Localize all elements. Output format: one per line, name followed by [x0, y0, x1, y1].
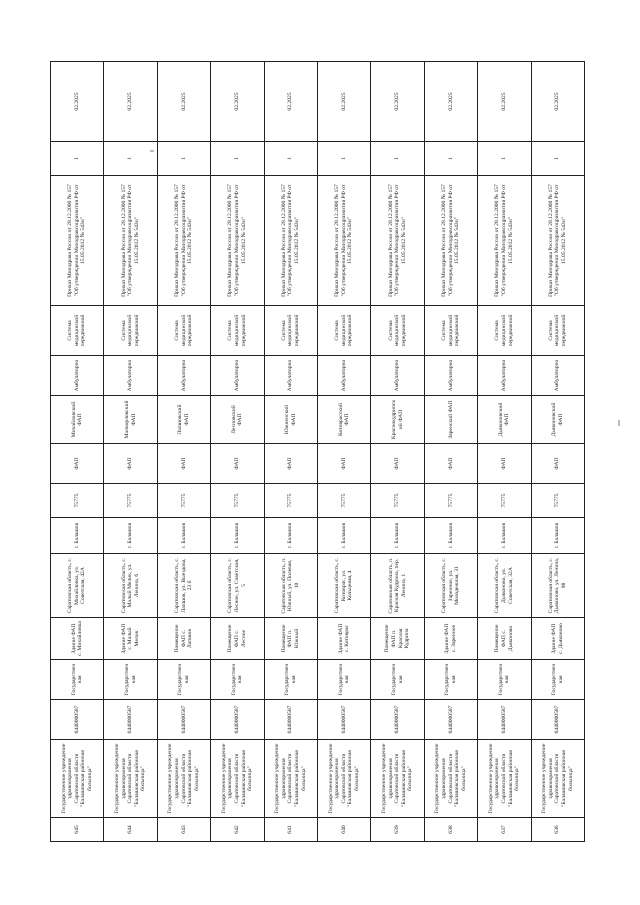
cell-building: Помещение ФАП с. Лесное [211, 618, 264, 660]
cell-service: Амбулаторно [424, 356, 477, 396]
cell-equipment: Система медицинской передвижной [211, 306, 264, 356]
cell-order: Приказ Минздрава России от 28.12.2000 № 157 "Об утверждении Минздравсоцразвития РФ от 15.05.2012 № 543н" [478, 176, 531, 306]
cell-equipment: Система медицинской передвижной [51, 306, 104, 356]
cell-city: г. Балашов [51, 518, 104, 554]
cell-name: Котоврасский ФАП [317, 396, 370, 444]
cell-count: 1 [371, 142, 424, 176]
cell-org: Государственное учреждение здравоохранения Саратовской области "Балашовская районная больница" [531, 740, 584, 818]
cell-ownership: Государственная [531, 660, 584, 700]
cell-order: Приказ Минздрава России от 28.12.2000 № 157 "Об утверждении Минздравсоцразвития РФ от 15.05.2012 № 543н" [317, 176, 370, 306]
cell-city: г. Балашов [264, 518, 317, 554]
cell-city: г. Балашов [371, 518, 424, 554]
cell-code1: 75775 [211, 484, 264, 518]
cell-equipment: Система медицинской передвижной [531, 306, 584, 356]
cell-service: Амбулаторно [371, 356, 424, 396]
cell-order: Приказ Минздрава России от 28.12.2000 № 157 "Об утверждении Минздравсоцразвития РФ от 15.05.2012 № 543н" [104, 176, 157, 306]
cell-equipment: Система медицинской передвижной [104, 306, 157, 356]
cell-count: 1 [104, 142, 157, 176]
cell-ownership: Государственная [317, 660, 370, 700]
cell-equipment: Система медицинской передвижной [478, 306, 531, 356]
cell-id: 644 [104, 818, 157, 842]
cell-building: Помещение ФАП п. Южный [264, 618, 317, 660]
cell-count: 1 [531, 142, 584, 176]
cell-count: 1 [424, 142, 477, 176]
cell-type: ФАП [424, 444, 477, 484]
cell-ownership: Государственная [371, 660, 424, 700]
registry-table [50, 61, 585, 842]
cell-ownership: Государственная [51, 660, 104, 700]
cell-type: ФАП [157, 444, 210, 484]
table-row [104, 62, 157, 842]
scan-mark-side [618, 420, 620, 426]
cell-building: Здание ФАП с. Малый Мелик [104, 618, 157, 660]
cell-building: Здание ФАП с. Заренное [424, 618, 477, 660]
cell-code1: 75775 [531, 484, 584, 518]
table-row [317, 62, 370, 842]
cell-order: Приказ Минздрава России от 28.12.2000 № 157 "Об утверждении Минздравсоцразвития РФ от 15.05.2012 № 543н" [211, 176, 264, 306]
cell-name: Дьяконовский ФАП [478, 396, 531, 444]
cell-inn: 6440000587 [317, 700, 370, 740]
cell-order: Приказ Минздрава России от 28.12.2000 № 157 "Об утверждении Минздравсоцразвития РФ от 15.05.2012 № 543н" [371, 176, 424, 306]
cell-date: 02.2025 [317, 62, 370, 142]
cell-type: ФАП [211, 444, 264, 484]
cell-inn: 6440000587 [371, 700, 424, 740]
cell-inn: 6440000587 [51, 700, 104, 740]
cell-building: Здание ФАП с. Дьяконово [531, 618, 584, 660]
cell-city: г. Балашов [531, 518, 584, 554]
cell-city: г. Балашов [104, 518, 157, 554]
cell-date: 02.2025 [51, 62, 104, 142]
cell-date: 02.2025 [424, 62, 477, 142]
cell-order: Приказ Минздрава России от 28.12.2000 № 157 "Об утверждении Минздравсоцразвития РФ от 15.05.2012 № 543н" [531, 176, 584, 306]
cell-equipment: Система медицинской передвижной [264, 306, 317, 356]
cell-date: 02.2025 [157, 62, 210, 142]
cell-ownership: Государственная [478, 660, 531, 700]
cell-inn: 6440000587 [157, 700, 210, 740]
cell-type: ФАП [531, 444, 584, 484]
cell-name: Заренский ФАП [424, 396, 477, 444]
cell-service: Амбулаторно [211, 356, 264, 396]
cell-count: 1 [317, 142, 370, 176]
cell-date: 02.2025 [264, 62, 317, 142]
cell-id: 637 [478, 818, 531, 842]
cell-code1: 75775 [317, 484, 370, 518]
cell-address: Саратовская область, с. Дьяконово, ул. Советская, 32А [478, 554, 531, 618]
cell-building: Помещение ФАП с. Лапшов [157, 618, 210, 660]
cell-city: г. Балашов [478, 518, 531, 554]
cell-city: г. Балашов [157, 518, 210, 554]
cell-code1: 75775 [51, 484, 104, 518]
table-row [157, 62, 210, 842]
cell-org: Государственное учреждение здравоохранения Саратовской области "Балашовская районная больница" [264, 740, 317, 818]
cell-city: г. Балашов [424, 518, 477, 554]
cell-building: Помещение ФАП п. Красная Кудрина [371, 618, 424, 660]
cell-id: 636 [531, 818, 584, 842]
cell-org: Государственное учреждение здравоохранения Саратовской области "Балашовская районная больница" [371, 740, 424, 818]
cell-address: Саратовская область, п. Красная Кудрина, пер. Ленина, 1 [371, 554, 424, 618]
cell-type: ФАП [371, 444, 424, 484]
cell-name: Южненский ФАП [264, 396, 317, 444]
cell-name: Лесновский ФАП [211, 396, 264, 444]
cell-building: Помещение ФАП с. Дьяконово [478, 618, 531, 660]
cell-code1: 75775 [424, 484, 477, 518]
table-row [478, 62, 531, 842]
cell-inn: 6440000587 [531, 700, 584, 740]
cell-inn: 6440000587 [211, 700, 264, 740]
cell-org: Государственное учреждение здравоохранения Саратовской области "Балашовская районная больница" [157, 740, 210, 818]
cell-address: Саратовская область, с. Дьяконово, ул. Ленина, 98 [531, 554, 584, 618]
cell-name: Дьяконовский ФАП [531, 396, 584, 444]
cell-service: Амбулаторно [264, 356, 317, 396]
cell-date: 02.2025 [531, 62, 584, 142]
table-row [51, 62, 104, 842]
cell-code1: 75775 [371, 484, 424, 518]
cell-name: Малоорловский ФАП [104, 396, 157, 444]
rotated-page [50, 62, 585, 842]
cell-id: 638 [424, 818, 477, 842]
cell-date: 02.2025 [104, 62, 157, 142]
cell-name: Михайловский ФАП [51, 396, 104, 444]
cell-code1: 75775 [264, 484, 317, 518]
cell-org: Государственное учреждение здравоохранения Саратовской области "Балашовская районная больница" [478, 740, 531, 818]
cell-address: Саратовская область, с. Лесное, ул. Советская, 5 [211, 554, 264, 618]
table-row [211, 62, 264, 842]
cell-inn: 6440000587 [264, 700, 317, 740]
cell-service: Амбулаторно [157, 356, 210, 396]
cell-id: 642 [211, 818, 264, 842]
cell-name: Лапшовский ФАП [157, 396, 210, 444]
cell-service: Амбулаторно [531, 356, 584, 396]
cell-city: г. Балашов [317, 518, 370, 554]
cell-address: Саратовская область, п. Южный, ул. Полевая, 10 [264, 554, 317, 618]
cell-equipment: Система медицинской передвижной [317, 306, 370, 356]
cell-id: 639 [371, 818, 424, 842]
cell-service: Амбулаторно [104, 356, 157, 396]
cell-count: 1 [157, 142, 210, 176]
cell-address: Саратовская область, с. Котоврас, ул. Кольцевая, 4 [317, 554, 370, 618]
cell-building: Здание ФАП с. Котоврас [317, 618, 370, 660]
cell-inn: 6440000587 [424, 700, 477, 740]
table-row [424, 62, 477, 842]
cell-name: Краснокудринский ФАП [371, 396, 424, 444]
cell-type: ФАП [478, 444, 531, 484]
cell-inn: 6440000587 [104, 700, 157, 740]
cell-equipment: Система медицинской передвижной [371, 306, 424, 356]
cell-type: ФАП [104, 444, 157, 484]
cell-order: Приказ Минздрава России от 28.12.2000 № 157 "Об утверждении Минздравсоцразвития РФ от 15.05.2012 № 543н" [264, 176, 317, 306]
cell-date: 02.2025 [371, 62, 424, 142]
table-row [371, 62, 424, 842]
cell-id: 645 [51, 818, 104, 842]
cell-date: 02.2025 [211, 62, 264, 142]
cell-org: Государственное учреждение здравоохранения Саратовской области "Балашовская районная больница" [104, 740, 157, 818]
cell-org: Государственное учреждение здравоохранения Саратовской области "Балашовская районная больница" [424, 740, 477, 818]
cell-inn: 6440000587 [478, 700, 531, 740]
cell-code1: 75775 [157, 484, 210, 518]
cell-org: Государственное учреждение здравоохранения Саратовской области "Балашовская районная больница" [317, 740, 370, 818]
cell-ownership: Государственная [424, 660, 477, 700]
cell-service: Амбулаторно [478, 356, 531, 396]
cell-code1: 75775 [104, 484, 157, 518]
cell-count: 1 [264, 142, 317, 176]
cell-service: Амбулаторно [51, 356, 104, 396]
cell-address: Саратовская область, с. Михайловка, ул. Советская, 42А [51, 554, 104, 618]
cell-ownership: Государственная [104, 660, 157, 700]
cell-id: 641 [264, 818, 317, 842]
cell-service: Амбулаторно [317, 356, 370, 396]
cell-city: г. Балашов [211, 518, 264, 554]
cell-building: Здание ФАП с. Михайловка [51, 618, 104, 660]
cell-type: ФАП [317, 444, 370, 484]
cell-ownership: Государственная [264, 660, 317, 700]
cell-order: Приказ Минздрава России от 28.12.2000 № 157 "Об утверждении Минздравсоцразвития РФ от 15.05.2012 № 543н" [157, 176, 210, 306]
cell-count: 1 [51, 142, 104, 176]
cell-id: 640 [317, 818, 370, 842]
cell-type: ФАП [51, 444, 104, 484]
cell-address: Саратовская область, с. Заренное, ул. Молодежная, 31 [424, 554, 477, 618]
table-row [531, 62, 584, 842]
cell-type: ФАП [264, 444, 317, 484]
cell-org: Государственное учреждение здравоохранения Саратовской области "Балашовская районная больница" [51, 740, 104, 818]
cell-equipment: Система медицинской передвижной [424, 306, 477, 356]
table-row [264, 62, 317, 842]
cell-code1: 75775 [478, 484, 531, 518]
cell-address: Саратовская область, с. Лапшов, ул. Выездова, 23 б [157, 554, 210, 618]
cell-ownership: Государственная [211, 660, 264, 700]
cell-count: 1 [211, 142, 264, 176]
cell-ownership: Государственная [157, 660, 210, 700]
cell-date: 02.2025 [478, 62, 531, 142]
cell-count: 1 [478, 142, 531, 176]
cell-order: Приказ Минздрава России от 28.12.2000 № 157 "Об утверждении Минздравсоцразвития РФ от 15.05.2012 № 543н" [424, 176, 477, 306]
cell-order: Приказ Минздрава России от 28.12.2000 № 157 "Об утверждении Минздравсоцразвития РФ от 15.05.2012 № 543н" [51, 176, 104, 306]
cell-org: Государственное учреждение здравоохранения Саратовской области "Балашовская районная больница" [211, 740, 264, 818]
cell-address: Саратовская область, с. Малый Мелик, ул. Ленина, 6 [104, 554, 157, 618]
cell-id: 643 [157, 818, 210, 842]
cell-equipment: Система медицинской передвижной [157, 306, 210, 356]
